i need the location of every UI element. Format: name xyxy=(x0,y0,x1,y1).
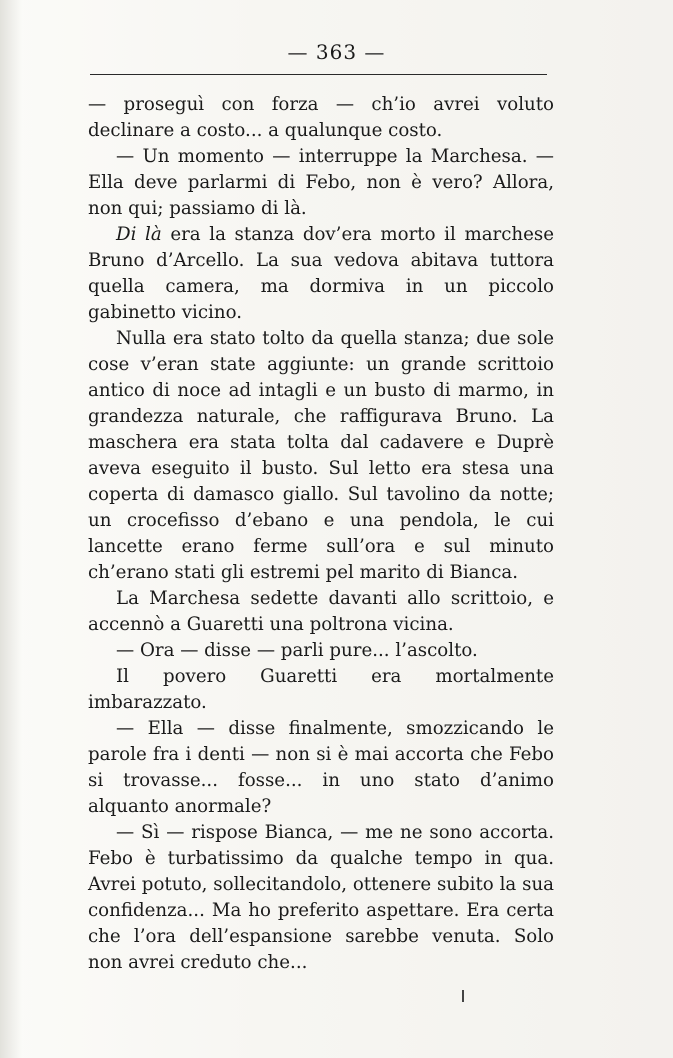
paragraph xyxy=(88,820,554,976)
paragraph xyxy=(88,716,554,820)
paragraph-text: — Sì — rispose Bianca, — me ne sono accorta. Febo è turbatissimo da qualche tempo in qua. Avrei potuto, sollecitandolo, ottenere subito la sua confidenza... Ma ho preferito aspettare. Era certa che l’ora dell’espansione sarebbe venuta. Solo non avrei creduto che... xyxy=(88,822,554,973)
paragraph xyxy=(88,638,554,664)
paragraph-text: Il povero Guaretti era mortalmente imbarazzato. xyxy=(88,666,554,713)
paragraph-text: era la stanza dov’era morto il marchese Bruno d’Arcello. La sua vedova abitava tuttora quella camera, ma dormiva in un piccolo gabinetto vicino. xyxy=(88,224,554,323)
paragraph xyxy=(88,92,554,144)
page-gutter-shadow xyxy=(0,0,22,1058)
paragraph-text: — proseguì con forza — ch’io avrei voluto declinare a costo... a qualunque costo. xyxy=(88,94,554,141)
page-number: — 363 — xyxy=(287,40,386,64)
paragraph xyxy=(88,586,554,638)
paragraph-italic: Di là xyxy=(116,224,162,245)
paragraph-text: Nulla era stato tolto da quella stanza; due sole cose v’eran state aggiunte: un grande scrittoio antico di noce ad intagli e un busto di marmo, in grandezza naturale, che raffigurava Bruno. La maschera era stata tolta dal cadavere e Duprè aveva eseguito il busto. Sul letto era stesa una coperta di damasco giallo. Sul tavolino da notte; un crocefisso d’ebano e una pendola, le cui lancette erano ferme sull’ora e sul minuto ch’erano stati gli estremi pel marito di Bianca. xyxy=(88,328,554,583)
paragraph xyxy=(88,326,554,586)
paragraph xyxy=(88,144,554,222)
paragraph-text: La Marchesa sedette davanti allo scrittoio, e accennò a Guaretti una poltrona vicina. xyxy=(88,588,554,635)
paragraph xyxy=(88,222,554,326)
paragraph-text: — Un momento — interruppe la Marchesa. — Ella deve parlarmi di Febo, non è vero? Allora, non qui; passiamo di là. xyxy=(88,146,554,219)
paragraph-text: — Ora — disse — parli pure... l’ascolto. xyxy=(116,640,478,661)
ink-mark xyxy=(462,990,464,1002)
paragraph xyxy=(88,664,554,716)
paragraph-text: — Ella — disse finalmente, smozzicando le parole fra i denti — non si è mai accorta che Febo si trovasse... fosse... in uno stato d’animo alquanto anormale? xyxy=(88,718,554,817)
body-text xyxy=(88,92,554,976)
header-rule xyxy=(90,74,547,75)
